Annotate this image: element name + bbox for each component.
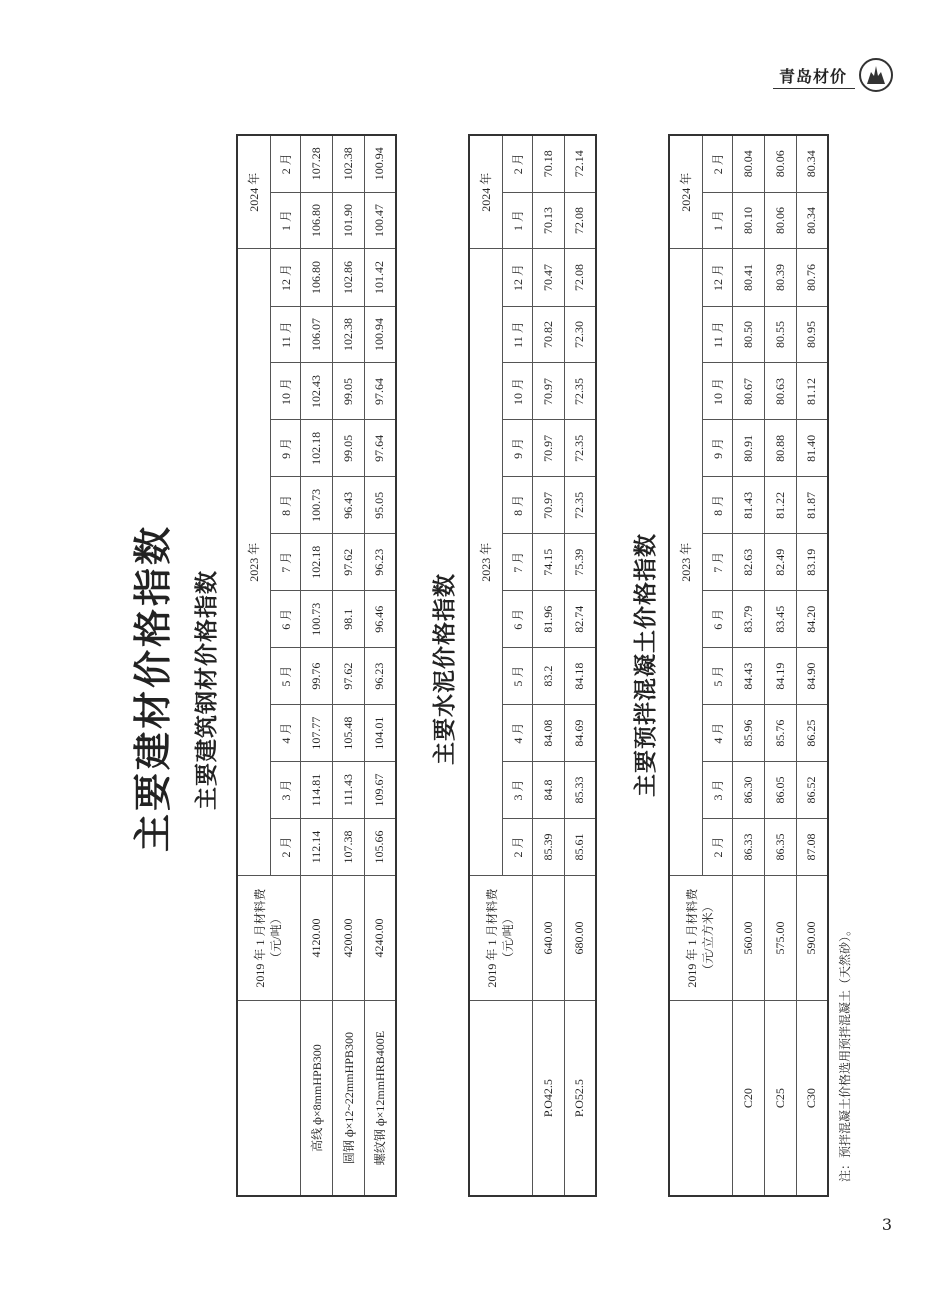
index-value-cell: 102.18 [300,534,332,591]
year-2023-header: 2023 年 [469,249,502,875]
month-header: 2 月 [502,135,532,192]
index-value-cell: 96.43 [332,477,364,534]
index-value-cell: 80.55 [764,306,796,363]
steel-index-table [236,134,397,1197]
index-value-cell: 84.90 [796,648,828,705]
index-value-cell: 84.18 [564,648,596,705]
index-value-cell: 102.38 [332,306,364,363]
brand-name: 青岛材价 [778,67,847,86]
month-header: 7 月 [702,534,732,591]
month-header: 3 月 [702,762,732,819]
month-header: 12 月 [270,249,300,306]
index-value-cell: 83.79 [732,591,764,648]
year-2024-header: 2024 年 [469,135,502,249]
month-header: 7 月 [502,534,532,591]
month-header: 6 月 [270,591,300,648]
index-value-cell: 70.97 [532,477,564,534]
month-header: 3 月 [502,762,532,819]
index-value-cell: 104.01 [364,705,396,762]
year-2023-header: 2023 年 [237,249,270,875]
month-header: 4 月 [502,705,532,762]
cement-index-table [468,134,597,1197]
index-value-cell: 81.96 [532,591,564,648]
concrete-index-table [668,134,829,1197]
index-value-cell: 72.30 [564,306,596,363]
index-value-cell: 81.12 [796,363,828,420]
base-cost-cell: 4120.00 [300,875,332,1000]
month-header: 4 月 [270,705,300,762]
index-value-cell: 81.40 [796,420,828,477]
month-header: 2 月 [502,819,532,876]
month-header: 6 月 [502,591,532,648]
base-cost-cell: 575.00 [764,875,796,1000]
index-value-cell: 85.39 [532,819,564,876]
month-header: 12 月 [702,249,732,306]
index-value-cell: 106.80 [300,192,332,249]
table-row [764,135,796,1196]
index-value-cell: 95.05 [364,477,396,534]
month-header: 11 月 [270,306,300,363]
year-2023-header: 2023 年 [669,249,702,875]
index-value-cell: 106.07 [300,306,332,363]
table-row [332,135,364,1196]
index-value-cell: 70.13 [532,192,564,249]
base-cost-cell: 590.00 [796,875,828,1000]
index-value-cell: 70.82 [532,306,564,363]
index-value-cell: 101.90 [332,192,364,249]
index-value-cell: 102.86 [332,249,364,306]
index-value-cell: 80.95 [796,306,828,363]
page-title: 主要建材价格指数 [131,523,175,852]
index-value-cell: 70.47 [532,249,564,306]
index-value-cell: 109.67 [364,762,396,819]
index-value-cell: 72.35 [564,477,596,534]
base-cost-unit: （元/立方米） [700,900,715,976]
index-value-cell: 70.97 [532,420,564,477]
index-value-cell: 114.81 [300,762,332,819]
index-value-cell: 101.42 [364,249,396,306]
base-cost-label: 2019 年 1 月材料费 [685,888,700,988]
month-header: 2 月 [702,819,732,876]
month-header: 7 月 [270,534,300,591]
table-row [564,135,596,1196]
index-value-cell: 111.43 [332,762,364,819]
month-header: 2 月 [270,135,300,192]
index-value-cell: 81.22 [764,477,796,534]
header-row-years [237,135,270,1196]
index-value-cell: 85.76 [764,705,796,762]
base-cost-cell: 640.00 [532,875,564,1000]
month-header: 1 月 [270,192,300,249]
row-label-header [669,1001,732,1196]
base-cost-header [469,875,532,1000]
index-value-cell: 99.76 [300,648,332,705]
index-value-cell: 80.91 [732,420,764,477]
month-header: 10 月 [702,363,732,420]
index-value-cell: 74.15 [532,534,564,591]
base-cost-unit: （元/吨） [268,912,283,964]
steel-section-title: 主要建筑钢材价格指数 [194,570,220,810]
index-value-cell: 83.2 [532,648,564,705]
base-cost-label: 2019 年 1 月材料费 [485,888,500,988]
material-name-cell: C30 [796,1001,828,1196]
index-value-cell: 107.77 [300,705,332,762]
month-header: 8 月 [502,477,532,534]
index-value-cell: 72.08 [564,249,596,306]
index-value-cell: 72.35 [564,420,596,477]
index-value-cell: 102.18 [300,420,332,477]
month-header: 10 月 [270,363,300,420]
material-name-cell: C20 [732,1001,764,1196]
table-row [796,135,828,1196]
base-cost-cell: 680.00 [564,875,596,1000]
index-value-cell: 107.28 [300,135,332,192]
month-header: 9 月 [270,420,300,477]
base-cost-cell: 4200.00 [332,875,364,1000]
base-cost-label: 2019 年 1 月材料费 [253,888,268,988]
index-value-cell: 81.87 [796,477,828,534]
index-value-cell: 80.39 [764,249,796,306]
base-cost-cell: 4240.00 [364,875,396,1000]
header-row-years [469,135,502,1196]
index-value-cell: 86.30 [732,762,764,819]
index-value-cell: 80.76 [796,249,828,306]
month-header: 5 月 [502,648,532,705]
month-header: 9 月 [502,420,532,477]
index-value-cell: 84.20 [796,591,828,648]
index-value-cell: 96.23 [364,648,396,705]
month-header: 1 月 [702,192,732,249]
index-value-cell: 98.1 [332,591,364,648]
index-value-cell: 100.73 [300,477,332,534]
index-value-cell: 82.63 [732,534,764,591]
month-header: 8 月 [270,477,300,534]
index-value-cell: 100.94 [364,306,396,363]
index-value-cell: 96.23 [364,534,396,591]
concrete-section-title: 主要预拌混凝土价格指数 [633,533,659,797]
row-label-header [469,1001,532,1196]
index-value-cell: 85.96 [732,705,764,762]
index-value-cell: 85.33 [564,762,596,819]
index-value-cell: 82.74 [564,591,596,648]
index-value-cell: 99.05 [332,363,364,420]
index-value-cell: 107.38 [332,819,364,876]
base-cost-cell: 560.00 [732,875,764,1000]
index-value-cell: 96.46 [364,591,396,648]
index-value-cell: 106.80 [300,249,332,306]
index-value-cell: 97.62 [332,648,364,705]
index-value-cell: 80.63 [764,363,796,420]
month-header: 8 月 [702,477,732,534]
index-value-cell: 102.43 [300,363,332,420]
index-value-cell: 87.08 [796,819,828,876]
index-value-cell: 97.64 [364,420,396,477]
material-name-cell: 高线 ф×8mmHPB300 [300,1001,332,1196]
index-value-cell: 100.73 [300,591,332,648]
index-value-cell: 97.64 [364,363,396,420]
month-header: 11 月 [702,306,732,363]
year-2024-header: 2024 年 [669,135,702,249]
month-header: 11 月 [502,306,532,363]
index-value-cell: 80.50 [732,306,764,363]
index-value-cell: 72.35 [564,363,596,420]
material-name-cell: P.O52.5 [564,1001,596,1196]
base-cost-header [237,875,300,1000]
index-value-cell: 100.47 [364,192,396,249]
index-value-cell: 70.18 [532,135,564,192]
month-header: 2 月 [702,135,732,192]
index-value-cell: 83.19 [796,534,828,591]
month-header: 10 月 [502,363,532,420]
month-header: 3 月 [270,762,300,819]
material-name-cell: 螺纹钢 ф×12mmHRB400E [364,1001,396,1196]
row-label-header [237,1001,300,1196]
cement-section-title: 主要水泥价格指数 [432,573,458,765]
index-value-cell: 86.52 [796,762,828,819]
index-value-cell: 84.69 [564,705,596,762]
index-value-cell: 86.25 [796,705,828,762]
table-row [732,135,764,1196]
month-header: 6 月 [702,591,732,648]
index-value-cell: 84.08 [532,705,564,762]
month-header: 4 月 [702,705,732,762]
table-row [364,135,396,1196]
index-value-cell: 86.33 [732,819,764,876]
index-value-cell: 82.49 [764,534,796,591]
index-value-cell: 86.35 [764,819,796,876]
index-value-cell: 80.06 [764,135,796,192]
index-value-cell: 80.34 [796,192,828,249]
material-name-cell: C25 [764,1001,796,1196]
index-value-cell: 80.34 [796,135,828,192]
index-value-cell: 84.19 [764,648,796,705]
index-value-cell: 100.94 [364,135,396,192]
month-header: 1 月 [502,192,532,249]
index-value-cell: 84.43 [732,648,764,705]
index-value-cell: 86.05 [764,762,796,819]
index-value-cell: 83.45 [764,591,796,648]
index-value-cell: 80.06 [764,192,796,249]
material-name-cell: 圆钢 ф×12~22mmHPB300 [332,1001,364,1196]
table-row [300,135,332,1196]
index-value-cell: 80.41 [732,249,764,306]
index-value-cell: 80.04 [732,135,764,192]
index-value-cell: 70.97 [532,363,564,420]
index-value-cell: 75.39 [564,534,596,591]
index-value-cell: 105.66 [364,819,396,876]
index-value-cell: 80.10 [732,192,764,249]
month-header: 2 月 [270,819,300,876]
base-cost-header [669,875,732,1000]
index-value-cell: 97.62 [332,534,364,591]
base-cost-unit: （元/吨） [500,912,515,964]
index-value-cell: 105.48 [332,705,364,762]
header-row-years [669,135,702,1196]
month-header: 12 月 [502,249,532,306]
page-number: 3 [881,1215,892,1234]
index-value-cell: 81.43 [732,477,764,534]
concrete-footnote: 注：预拌混凝土价格选用预拌混凝土（天然砂）。 [838,923,852,1182]
index-value-cell: 112.14 [300,819,332,876]
index-value-cell: 80.88 [764,420,796,477]
index-value-cell: 80.67 [732,363,764,420]
index-value-cell: 84.8 [532,762,564,819]
index-value-cell: 99.05 [332,420,364,477]
month-header: 5 月 [270,648,300,705]
index-value-cell: 72.14 [564,135,596,192]
year-2024-header: 2024 年 [237,135,270,249]
month-header: 9 月 [702,420,732,477]
table-row [532,135,564,1196]
index-value-cell: 102.38 [332,135,364,192]
index-value-cell: 85.61 [564,819,596,876]
index-value-cell: 72.08 [564,192,596,249]
material-name-cell: P.O42.5 [532,1001,564,1196]
month-header: 5 月 [702,648,732,705]
